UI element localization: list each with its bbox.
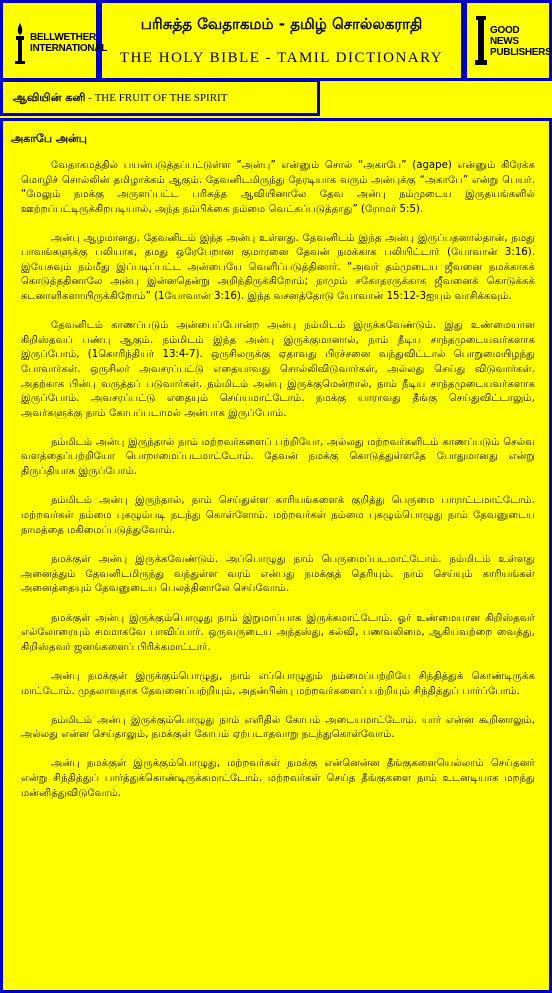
paragraph: நமக்குள் அன்பு இருக்கும்பொழுது நாம் இறுமாப்பாக இருக்கமாட்டோம். ஓர் உண்மையான கிறிஸ்தவர் எல்லோரையும் சமமாகவே பாவிப்பார். ஒருவருடைய அந்தஸ்து, கல்வி, பணவலிமை, ஆகியவற்றை வைத்து, கிறிஸ்தவர் ஜனங்களைப் பிரிக்கமாட்டார். <box>21 612 535 653</box>
right-logo-box <box>464 0 552 81</box>
paragraph: நம்மிடம் அன்பு இருந்தால், நாம் செய்துள்ள காரியங்களைக் குறித்து பெருமை பாராட்டமாட்டோம். மற்றவர்கள் நம்மை புகழும்படி நடந்து கொள்ளோம். மற்றவர்கள் நம்மை புகழும்பொழுது நாம் தேவனுடைய நாமத்தை மகிமைப்படுத்துவோம். <box>21 495 535 536</box>
subtitle-box <box>0 79 320 116</box>
left-logo-box <box>0 0 108 81</box>
title-english: THE HOLY BIBLE - TAMIL DICTIONARY <box>119 50 444 66</box>
paragraph: அன்பு நமக்குள் இருக்கும்பொழுது, நாம் எப்பொழுதும் நம்மைப்பற்றியே சிந்தித்துக் கொண்டிருக்க மாட்டோம். முதலாவதாக தேவனைப்பற்றியும், அதன்பின்பு மற்றவர்களைப் பற்றியும் சிந்தித்துப் பார்ப்போம். <box>21 671 535 697</box>
right-logo-text: GOOD NEWS PUBLISHERS <box>490 24 552 58</box>
good-news-logo <box>475 15 552 67</box>
torch-icon <box>13 21 27 65</box>
title-tamil: பரிசுத்த வேதாகமம் - தமிழ் சொல்லகராதி <box>140 15 423 33</box>
page-subtitle <box>13 91 227 106</box>
paragraph: நம்மிடம் அன்பு இருக்கும்பொழுது நாம் எளிதில் கோபம் அடையமாட்டோம். யார் என்ன கூறினாலும், அல்லது என்ன செய்தாலும், நமக்குள் கோபம் ஏற்படாதவாறு நடந்துகொள்வோம். <box>21 714 535 741</box>
paragraph: அன்பு நமக்குள் இருக்கும்பொழுது, மற்றவர்கள் நமக்கு என்னென்ன தீங்குகளையெல்லாம் செய்தனர் என்று சிந்தித்துப் பார்த்துக்கொண்டிருக்கமாட்டோம். மற்றவர்கள் செய்த தீங்குகளை நாம் உடனடியாக மறந்து மன்னித்துவிடுவோம். <box>21 758 535 799</box>
bellwether-logo <box>13 21 108 65</box>
paragraph: வேதாகமத்தில் பயன்படுத்தப்பட்டுள்ள “அன்பு” என்னும் சொல் “அகாபே” (agape) என்னும் கிரேக்க மொழிச் சொல்லின் தமிழாக்கம் ஆகும். தேவனிடமிருந்து நேரடியாக வரும் அன்புக்கு “அகாபே” என்று பெயர். “மேலும் நமக்கு அருளப்பட்ட பரிசுத்த ஆவியினாலே தேவ அன்பு நம்முடைய இருதயங்களில் ஊற்றப்பட்டிருக்கிறபடியால், அந்த நம்பிக்கை நம்மை வெட்கப்படுத்தாது” (ரோமர் 5:5). <box>21 160 535 215</box>
article-box <box>0 118 552 993</box>
paragraph: தேவனிடம் காணப்படும் அன்பைப்போன்ற அன்பு நம்மிடம் இருக்கவேண்டும். இது உண்மையான கிறிஸ்தவப் பண்பு ஆகும். நம்மிடம் இந்த அன்பு இருக்குமானால், நாம் நீடிய சாந்தமுடையவர்களாக இருப்போம், (1கொரிந்தியர் 13:4-7). ஒருசிலருக்கு ஏதாவது பிரச்சனை வந்துவிட்டால் பொறுமையிழந்து போவார்கள். ஒருசிலர் அவசரப்பட்டு எதையாவது சொல்லிவிடுவார்கள், அல்லது செய்து விடுவார்கள். அதற்காக பின்பு வருத்தப் படுவார்கள். நம்மிடம் அன்பு இருக்குமென்றால், நாம் நீடிய சாந்தமுடையவர்களாக இருப்போம். அவசரப்பட்டு எதையும் செய்யமாட்டோம். நமக்கு யாராவது தீங்கு செய்துவிட்டாலும், அவர்களுக்கு நாம் கோபப்படாமல் அன்பாக இருப்போம். <box>21 320 535 419</box>
paragraph: அன்பு ஆழமானது. தேவனிடம் இந்த அன்பு உள்ளது. தேவனிடம் இந்த அன்பு இருப்பதனால்தான், நமது பாவங்களுக்கு பலியாக, தமது ஒரேபேறான குமாரனை தேவன் நமக்காக பலியிட்டார் (யோவான் 3:16). இயேசுவும் நம்மீது இப்படிப்பட்ட அன்பையே வெளிப்படுத்தினார். “அவர் தம்முடைய ஜீவனை நமக்காகக் கொடுத்ததினாலே அன்பு இன்னதென்று அறிந்திருக்கிறோம்; நாமும் சகோதரருக்காக ஜீவனைக் கொடுக்கக் கடனாளிகளாயிருக்கிறோம்” (1யோவான் 3:16). இந்த வசனத்தோடு யோவான் 15:12-3ஐயும் வாசிக்கவும். <box>21 232 535 302</box>
section-heading: அகாபே அன்பு <box>11 132 87 145</box>
column-icon <box>475 15 487 67</box>
paragraph: நமக்குள் அன்பு இருக்கவேண்டும். அப்பொழுது நாம் பெருமைப்படமாட்டோம். நம்மிடம் உள்ளது அனைத்தும் தேவனிடமிருந்து வந்துள்ள வரம் என்பது நமக்குத் தெரியும். நாம் செய்யும் காரியங்கள் அனைத்தையும் தேவனுடைய பெலத்தினாலே செய்வோம். <box>21 554 535 595</box>
title-box <box>99 0 464 81</box>
paragraph: நம்மிடம் அன்பு இருந்தால் நாம் மற்றவர்களைப் பற்றியோ, அல்லது மற்றவர்களிடம் காணப்படும் செல்வ வளத்தைப்பற்றியோ பொறாமைப்படமாட்டோம். தேவன் நமக்கு கொடுத்துள்ளதே போதுமானது என்று திருப்தியாக இருப்போம். <box>21 436 535 477</box>
subtitle-tamil: ஆவியின் கனி <box>13 91 86 104</box>
subtitle-english: - THE FRUIT OF THE SPIRIT <box>85 92 228 104</box>
left-logo-text: BELLWETHER INTERNATIONAL <box>30 32 108 54</box>
